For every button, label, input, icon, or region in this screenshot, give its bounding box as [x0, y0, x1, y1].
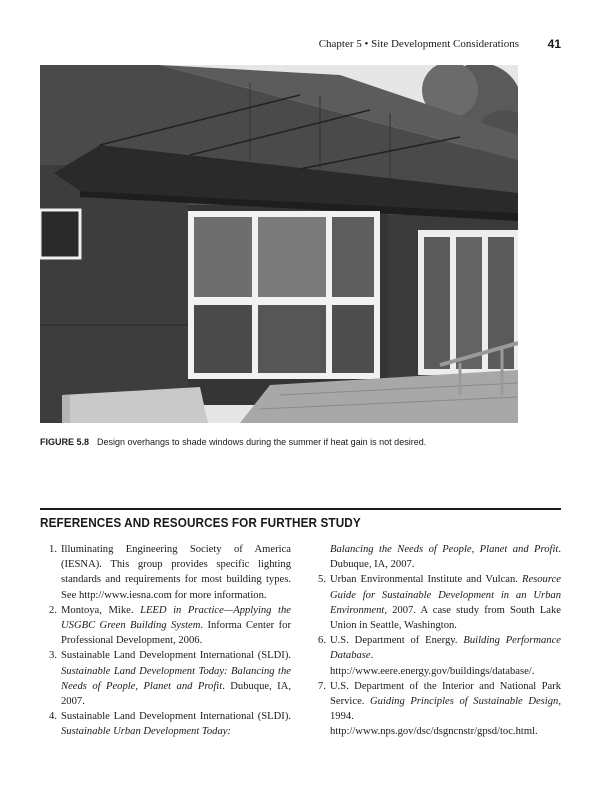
reference-text: Illuminating Engineering Society of America (IESNA). This group provides specific lighting standards and requirements for most building types. See http://www.iesna.com for more information. — [61, 544, 291, 601]
reference-number: 2. — [49, 604, 57, 616]
reference-item — [40, 648, 291, 709]
section-rule — [40, 508, 561, 510]
reference-number: 6. — [318, 635, 326, 647]
references-column-right — [309, 542, 561, 740]
page-number: 41 — [547, 37, 561, 51]
figure-caption-text: Design overhangs to shade windows during the summer if heat gain is not desired. — [97, 437, 427, 447]
references-column-left — [40, 542, 291, 740]
reference-number: 1. — [49, 544, 57, 555]
reference-number: 4. — [49, 711, 57, 723]
reference-text: Sustainable Land Development International (SLDI). Sustainable Urban Development Today: — [61, 711, 291, 738]
reference-item-continued — [309, 542, 561, 572]
running-title: Chapter 5 • Site Development Considerations — [318, 38, 519, 50]
figure-caption — [40, 436, 561, 448]
figure-label: FIGURE 5.8 — [40, 437, 90, 447]
reference-text: U.S. Department of the Interior and National Park Service. Guiding Principles of Sustainable Design, 1994. http://www.nps.gov/dsc/dsgncnstr/gpsd/toc.html. — [330, 680, 561, 738]
running-head — [40, 38, 561, 54]
reference-text: Montoya, Mike. LEED in Practice—Applying the USGBC Green Building System. Informa Center for Professional Development, 2006. — [61, 604, 291, 647]
reference-item — [309, 679, 561, 740]
figure-photo — [40, 65, 518, 423]
reference-text: Balancing the Needs of People, Planet and Profit. Dubuque, IA, 2007. — [330, 544, 561, 571]
reference-number: 3. — [49, 650, 57, 662]
reference-text: Urban Environmental Institute and Vulcan. Resource Guide for Sustainable Development in an Urban Environment, 2007. A case study from South Lake Union in Seattle, Washington. — [330, 574, 561, 632]
reference-item — [40, 709, 291, 739]
reference-item — [40, 603, 291, 649]
reference-item — [309, 633, 561, 679]
reference-text: U.S. Department of Energy. Building Performance Database. http://www.eere.energy.gov/buildings/database/. — [330, 635, 562, 677]
reference-item — [40, 542, 291, 603]
reference-number: 7. — [318, 680, 326, 692]
reference-number: 5. — [318, 574, 326, 586]
building-facade-photo-icon — [40, 65, 518, 423]
reference-text: Sustainable Land Development International (SLDI). Sustainable Land Development Today: Balancing the Needs of People, Planet and Profit. Dubuque, IA, 2007. — [61, 650, 291, 708]
reference-item — [309, 572, 561, 633]
section-heading: REFERENCES AND RESOURCES FOR FURTHER STUDY — [40, 516, 361, 530]
